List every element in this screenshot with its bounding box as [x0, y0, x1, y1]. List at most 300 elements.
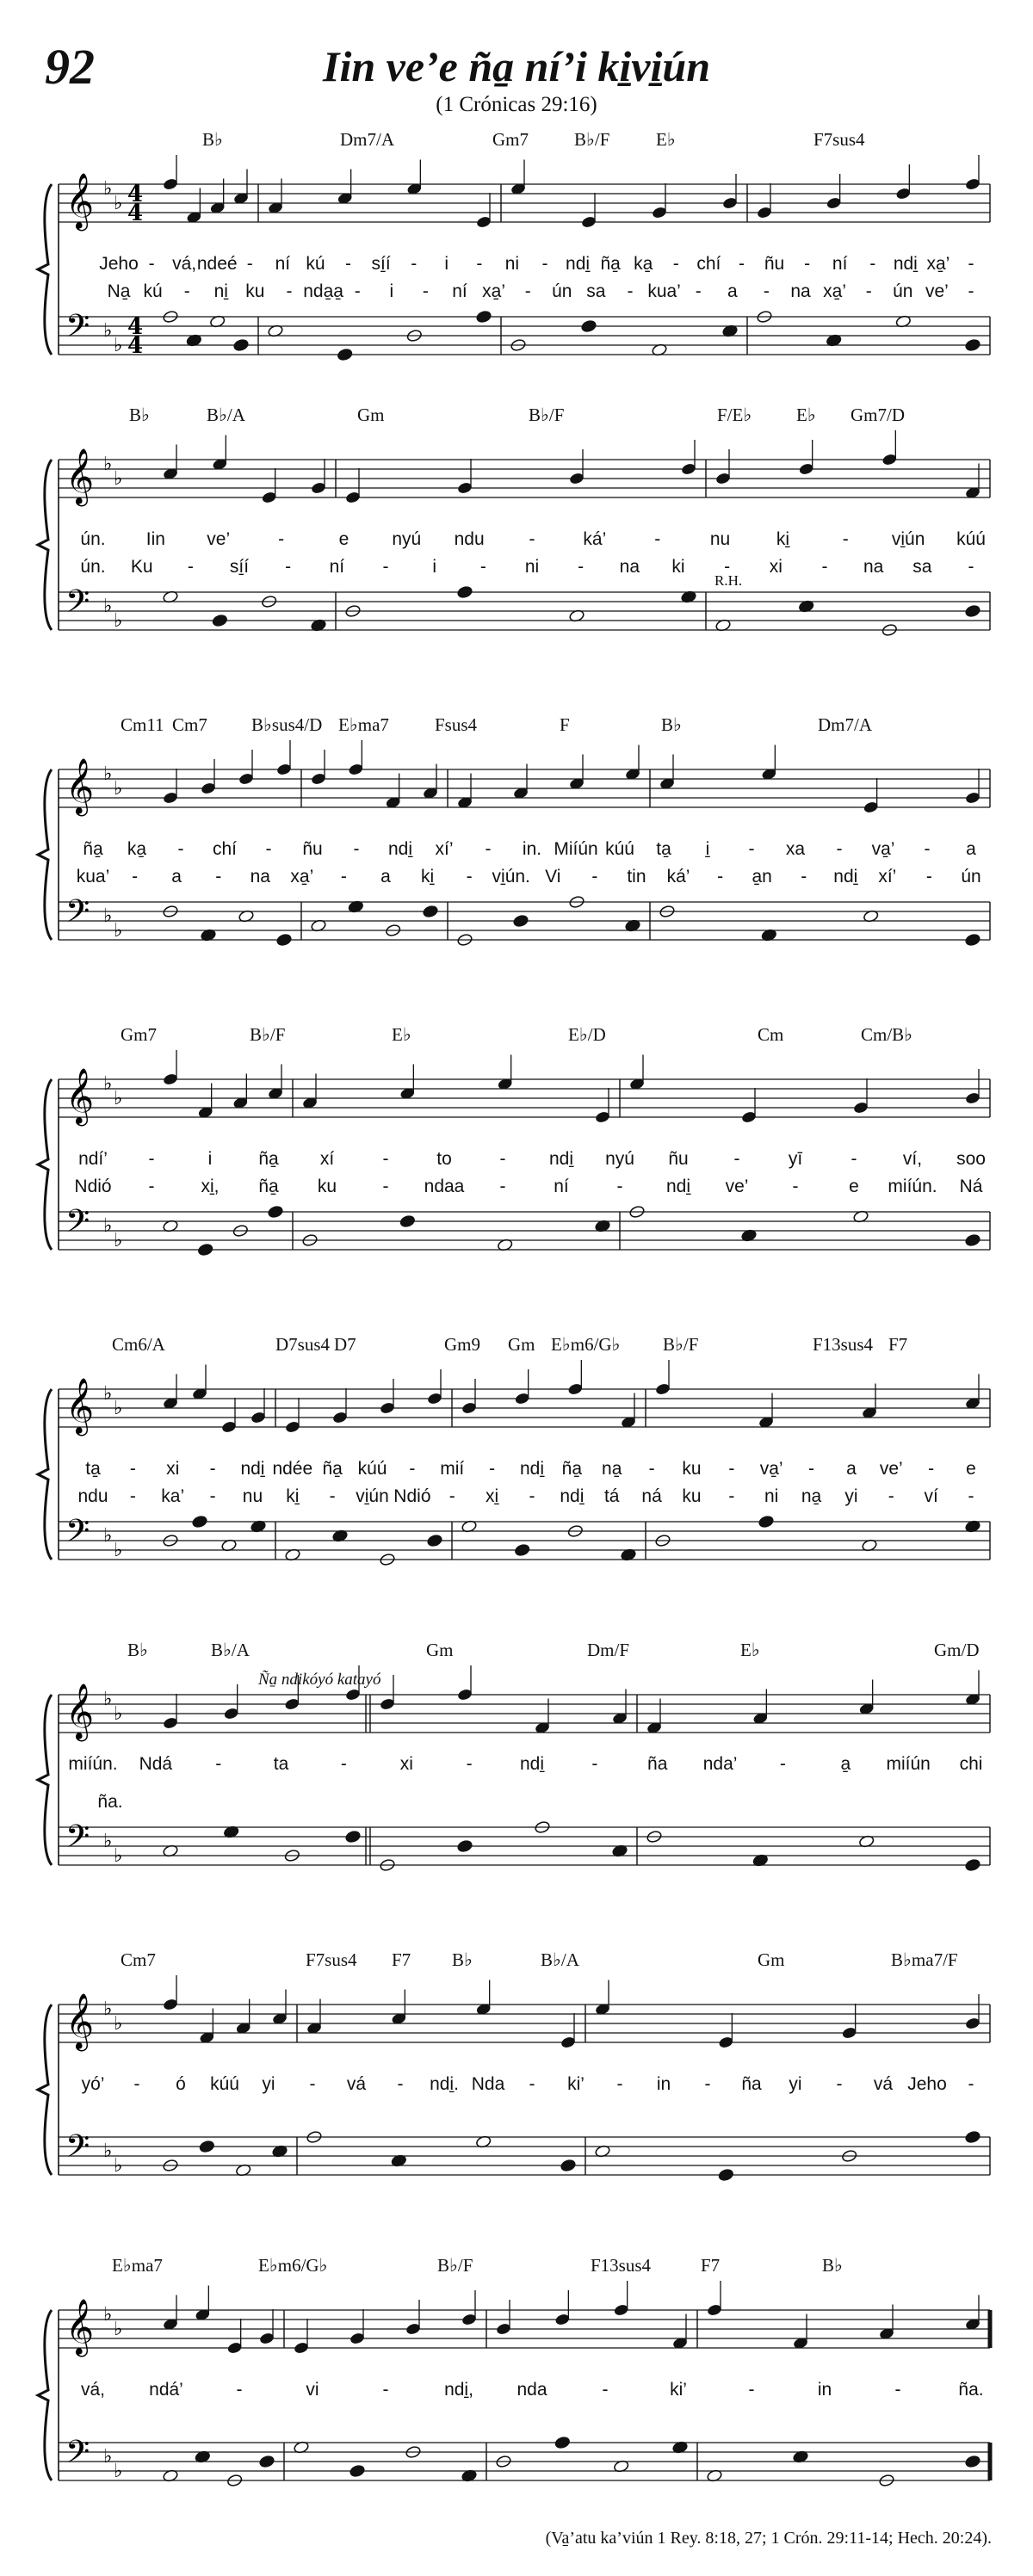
bass-clef-icon: 𝄢: [65, 2128, 90, 2172]
chord-symbol: Gm: [508, 1334, 535, 1355]
lyric-syllable: na: [250, 867, 270, 886]
lyric-syllable: a̱n: [752, 867, 772, 886]
hyphen: -: [717, 867, 724, 886]
hyphen: -: [842, 529, 849, 549]
hyphen: -: [485, 839, 492, 859]
chord-symbol: B♭: [822, 2255, 843, 2276]
chord-symbol: Gm7: [121, 1024, 157, 1045]
lyric-syllable: ndi̱: [893, 254, 918, 274]
lyric-syllable: ña̱: [561, 1459, 583, 1479]
treble-clef-icon: 𝄞: [65, 173, 95, 229]
lyric-syllable: Ndió: [74, 1177, 112, 1196]
lyric-syllable: tá: [603, 1486, 620, 1506]
bass-note-head: [345, 1830, 362, 1844]
hyphen: -: [476, 254, 483, 274]
lyric-syllable: xa̱’: [290, 867, 314, 886]
hyphen: -: [724, 557, 731, 577]
lyric-syllable: ka̱: [127, 839, 147, 859]
hyphen: -: [215, 1754, 222, 1774]
key-flat-icon: ♭: [114, 1398, 123, 1419]
chord-symbols: [0, 1024, 1033, 1050]
lyric-line-1: [0, 254, 1033, 280]
hyphen: -: [968, 281, 974, 301]
footer-references: (Va̱’atu ka’viún 1 Rey. 8:18, 27; 1 Crón. 29:11-14; Hech. 20:24).: [545, 2529, 992, 2548]
lyric-syllable: kú: [306, 254, 325, 274]
hyphen: -: [236, 2380, 243, 2400]
key-flat-icon: ♭: [114, 1230, 123, 1251]
lyric-syllable: ka̱: [634, 254, 653, 274]
chord-symbols: [0, 2255, 1033, 2281]
bass-note-head: [276, 933, 293, 947]
lyric-syllable: yi: [789, 2074, 802, 2094]
lyric-syllable: yó’: [81, 2074, 105, 2094]
chord-symbol: F7: [888, 1334, 908, 1355]
lyric-syllable: vi̱ún: [891, 529, 925, 549]
lyric-syllable: ta̱: [656, 839, 671, 859]
lyric-syllable: na̱: [602, 1459, 622, 1479]
lyric-syllable: nda̱a̱: [303, 281, 343, 301]
key-flat-icon: ♭: [103, 178, 113, 200]
bass-clef-icon: 𝄢: [65, 584, 90, 627]
lyric-syllable: Jeho: [907, 2074, 947, 2094]
hyphen: -: [479, 557, 486, 577]
lyric-syllable: ta̱: [85, 1459, 101, 1479]
lyric-syllable: kúú: [357, 1459, 387, 1479]
lyric-line-2: [0, 557, 1033, 583]
lyric-syllable: nyú: [392, 529, 422, 549]
lyric-syllable: vi: [306, 2380, 319, 2400]
bass-note-head: [965, 2130, 981, 2144]
hyphen: -: [804, 254, 811, 274]
chord-symbols: [0, 1640, 1033, 1665]
lyric-syllable: Ku: [130, 557, 153, 577]
treble-clef-icon: 𝄞: [65, 1993, 95, 2049]
lyric-syllable: xi: [769, 557, 782, 577]
lyric-syllable: ña̱: [258, 1149, 279, 1169]
chord-symbol: Cm11: [121, 714, 164, 735]
lyric-syllable: ta: [273, 1754, 289, 1774]
lyric-syllable: sa: [912, 557, 932, 577]
hyphen: -: [177, 839, 184, 859]
chord-symbol: B♭sus4/D: [251, 714, 323, 735]
key-flat-icon: ♭: [103, 2446, 113, 2468]
hyphen: -: [489, 1459, 496, 1479]
system-2: [0, 405, 1033, 714]
hyphen: -: [968, 1486, 974, 1506]
bass-note-head: [965, 933, 981, 947]
lyric-syllable: ndi̱: [519, 1459, 545, 1479]
chord-symbol: Gm9: [444, 1334, 480, 1355]
chord-symbol: E♭: [796, 405, 816, 425]
lyric-syllable: ndi̱: [548, 1149, 574, 1169]
hyphen: -: [499, 1149, 506, 1169]
chord-symbol: E♭/D: [568, 1024, 606, 1045]
lyric-line-2: [0, 1486, 1033, 1512]
hyphen: -: [209, 1486, 216, 1506]
lyric-syllable: kua’: [647, 281, 681, 301]
key-flat-icon: ♭: [103, 454, 113, 475]
hyphen: -: [865, 281, 872, 301]
key-flat-icon: ♭: [114, 468, 123, 490]
chord-symbol: E♭: [740, 1640, 760, 1660]
hyphen: -: [616, 2074, 623, 2094]
bass-note-head: [399, 1214, 416, 1228]
hyphen: -: [129, 1459, 136, 1479]
lyric-syllable: ve’: [879, 1459, 903, 1479]
lyric-syllable: ní: [275, 254, 291, 274]
hyphen: -: [792, 1177, 799, 1196]
lyric-syllable: vá: [346, 2074, 367, 2094]
lyric-syllable: na̱: [801, 1486, 822, 1506]
key-flat-icon: ♭: [114, 1703, 123, 1725]
lyric-syllable: vi̱ún: [356, 1486, 389, 1506]
hyphen: -: [738, 254, 745, 274]
staff-system-graphic: [0, 1949, 1033, 2259]
lyric-syllable: ña̱: [83, 839, 103, 859]
chord-symbol: Cm7: [172, 714, 207, 735]
system-6: [0, 1640, 1033, 1949]
hymn-title: Iin ve’e ña̱ ní’i ki̱vi̱ún: [322, 42, 711, 90]
bass-clef-icon: 𝄢: [65, 1203, 90, 1247]
scripture-reference: (1 Crónicas 29:16): [436, 93, 597, 116]
lyric-syllable: ún: [961, 867, 981, 886]
hyphen: -: [924, 839, 931, 859]
hyphen: -: [148, 254, 155, 274]
lyric-syllable: ndá’: [149, 2380, 183, 2400]
hyphen: -: [215, 867, 222, 886]
lyric-syllable: ndi̱: [560, 1486, 585, 1506]
lyric-syllable: ún: [893, 281, 913, 301]
key-flat-icon: ♭: [114, 2013, 123, 2035]
bass-note-head: [554, 2436, 571, 2449]
hyphen: -: [148, 1177, 155, 1196]
chord-symbols: [0, 405, 1033, 430]
chord-symbol: Gm/D: [934, 1640, 980, 1660]
hyphen: -: [888, 1486, 894, 1506]
bass-note-head: [965, 1233, 981, 1247]
lyric-syllable: xí’: [878, 867, 897, 886]
lyric-syllable: in: [656, 2074, 671, 2094]
bass-note-head: [457, 585, 473, 599]
key-flat-icon: ♭: [103, 320, 113, 342]
lyric-syllable: sí̱í: [229, 557, 250, 577]
lyric-syllable: yi: [844, 1486, 858, 1506]
lyric-syllable: chi: [959, 1754, 983, 1774]
hyphen: -: [354, 281, 361, 301]
lyric-syllable: ún: [552, 281, 572, 301]
key-flat-icon: ♭: [103, 2140, 113, 2162]
hyphen: -: [529, 2074, 535, 2094]
hyphen: -: [654, 529, 661, 549]
lyric-syllable: ve’: [925, 281, 949, 301]
lyric-syllable: Jeho: [99, 254, 139, 274]
chord-symbol: B♭: [202, 129, 223, 150]
lyric-syllable: ña̱: [258, 1177, 279, 1196]
lyric-syllable: xa̱’: [482, 281, 506, 301]
system-3: [0, 714, 1033, 1024]
lyric-syllable: xi: [166, 1459, 180, 1479]
chord-symbol: E♭: [392, 1024, 411, 1045]
chord-symbol: E♭: [656, 129, 676, 150]
key-flat-icon: ♭: [114, 778, 123, 800]
hyphen: -: [499, 1177, 506, 1196]
lyric-syllable: ndi̱: [833, 867, 858, 886]
lyric-syllable: nu: [242, 1486, 263, 1506]
chord-symbol: B♭/A: [211, 1640, 250, 1660]
hyphen: -: [748, 2380, 755, 2400]
bass-note-head: [199, 2140, 215, 2153]
lyric-syllable: va̱’: [871, 839, 895, 859]
lyric-syllable: kúú: [956, 529, 986, 549]
chord-symbol: B♭/F: [250, 1024, 286, 1045]
chord-symbol: Dm7/A: [818, 714, 872, 735]
lyric-syllable: Iin: [145, 529, 165, 549]
lyric-syllable: ún.: [80, 557, 106, 577]
key-flat-icon: ♭: [103, 1525, 113, 1547]
lyric-syllable: vá,: [80, 2380, 106, 2400]
hyphen: -: [132, 867, 139, 886]
bass-note-head: [965, 1858, 981, 1872]
hyphen: -: [627, 281, 634, 301]
lyric-syllable: ndi̱: [665, 1177, 691, 1196]
lyric-syllable: ki: [671, 557, 685, 577]
chord-symbol: Dm7/A: [340, 129, 394, 150]
lyric-syllable: mií: [440, 1459, 465, 1479]
chord-symbol: Gm7: [492, 129, 529, 150]
hyphen: -: [340, 1754, 347, 1774]
bass-note-head: [423, 905, 439, 918]
bass-note-head: [514, 1543, 530, 1557]
bass-note-head: [233, 338, 250, 352]
lyric-syllable: ña: [741, 2074, 762, 2094]
chord-symbol: B♭: [452, 1949, 473, 1970]
lyric-syllable: nda’: [702, 1754, 738, 1774]
chord-symbol: F7sus4: [306, 1949, 357, 1970]
lyric-syllable: ñu: [668, 1149, 689, 1169]
chord-symbol: Cm/B♭: [861, 1024, 913, 1045]
chord-symbol: Gm: [426, 1640, 454, 1660]
hyphen: -: [578, 557, 585, 577]
hyphen: -: [591, 867, 598, 886]
treble-clef-icon: 𝄞: [65, 758, 95, 814]
lyric-syllable: nda: [516, 2380, 547, 2400]
hyphen: -: [728, 1459, 735, 1479]
time-signature: 4: [127, 333, 144, 359]
bass-note-head: [192, 1515, 208, 1529]
lyric-line-2: [0, 867, 1033, 893]
treble-clef-icon: 𝄞: [65, 1683, 95, 1739]
lyric-syllable: Ndió: [393, 1486, 431, 1506]
lyric-syllable: Vi: [545, 867, 561, 886]
lyric-syllable: xa: [785, 839, 806, 859]
hyphen: -: [602, 2380, 609, 2400]
key-flat-icon: ♭: [103, 905, 113, 927]
system-4: [0, 1024, 1033, 1334]
lyric-syllable: tin: [627, 867, 646, 886]
hyphen: -: [968, 557, 974, 577]
key-flat-icon: ♭: [114, 193, 123, 214]
bass-note-head: [457, 1839, 473, 1853]
lyric-syllable: ndu: [77, 1486, 108, 1506]
hyphen: -: [672, 254, 679, 274]
lyric-syllable: ki’: [670, 2380, 687, 2400]
bass-note-head: [758, 1515, 775, 1529]
key-flat-icon: ♭: [103, 1998, 113, 2020]
lyric-line-2: [0, 1792, 1033, 1818]
lyric-syllable: sí̱í: [371, 254, 391, 274]
lyric-syllable: ndeé: [196, 254, 238, 274]
brace: [38, 1695, 52, 1865]
bass-note-head: [560, 2159, 577, 2172]
chord-symbol: B♭: [661, 714, 682, 735]
bass-note-head: [427, 1534, 443, 1547]
bass-clef-icon: 𝄢: [65, 1513, 90, 1557]
chord-symbol: E♭ma7: [338, 714, 389, 735]
hyphen: -: [821, 557, 828, 577]
lyric-syllable: e: [966, 1459, 976, 1479]
bass-clef-icon: 𝄢: [65, 308, 90, 352]
lyric-syllable: miíún: [886, 1754, 931, 1774]
hyphen: -: [397, 2074, 404, 2094]
hyphen: -: [529, 1486, 535, 1506]
lyric-syllable: xi: [399, 1754, 413, 1774]
lyric-syllable: va̱’: [759, 1459, 783, 1479]
lyric-syllable: xí: [319, 1149, 335, 1169]
lyric-syllable: vá,: [172, 254, 197, 274]
hyphen: -: [345, 254, 352, 274]
lyric-syllable: ñu: [764, 254, 785, 274]
lyric-line-1: [0, 839, 1033, 865]
chord-symbols: [0, 1334, 1033, 1360]
bass-note-head: [965, 2455, 981, 2468]
lyric-syllable: chí: [696, 254, 721, 274]
hyphen: -: [808, 1459, 815, 1479]
lyric-syllable: kú: [143, 281, 163, 301]
lyric-syllable: ni: [504, 254, 520, 274]
lyric-syllable: ní: [452, 281, 467, 301]
chord-symbol: Fsus4: [435, 714, 478, 735]
lyric-syllable: ku: [682, 1459, 702, 1479]
lyric-syllable: i: [432, 557, 436, 577]
lyric-syllable: e: [338, 529, 349, 549]
chord-symbol: B♭/F: [437, 2255, 473, 2276]
lyric-syllable: ní: [554, 1177, 569, 1196]
chord-symbol: F13sus4: [813, 1334, 874, 1355]
lyric-syllable: nu: [709, 529, 731, 549]
right-hand-marking: R.H.: [714, 572, 743, 589]
bass-note-head: [337, 348, 353, 361]
hyphen: -: [148, 1149, 155, 1169]
lyric-syllable: sa: [586, 281, 606, 301]
hyphen: -: [704, 2074, 711, 2094]
lyric-syllable: ví,: [902, 1149, 923, 1169]
lyric-syllable: ndí’: [78, 1149, 108, 1169]
lyric-syllable: a: [380, 867, 391, 886]
hyphen: -: [733, 1149, 740, 1169]
hyphen: -: [968, 254, 974, 274]
lyric-syllable: ndi̱: [240, 1459, 265, 1479]
key-flat-icon: ♭: [103, 763, 113, 785]
bass-note-head: [212, 614, 228, 627]
lyric-line-1: [0, 1754, 1033, 1780]
chord-symbol: D7sus4: [275, 1334, 331, 1355]
lyric-syllable: in: [817, 2380, 832, 2400]
lyric-syllable: ní: [329, 557, 345, 577]
lyric-syllable: ve’: [725, 1177, 749, 1196]
lyric-line-1: [0, 529, 1033, 555]
lyric-syllable: yī: [788, 1149, 803, 1169]
hyphen: -: [133, 2074, 140, 2094]
hyphen: -: [591, 1754, 598, 1774]
lyric-syllable: e: [849, 1177, 859, 1196]
hyphen: -: [183, 281, 190, 301]
lyric-syllable: ki̱: [776, 529, 790, 549]
bass-clef-icon: 𝄢: [65, 893, 90, 937]
bass-note-head: [965, 338, 981, 352]
lyric-line-1: [0, 2380, 1033, 2406]
key-flat-icon: ♭: [103, 1215, 113, 1237]
hyphen: -: [353, 839, 360, 859]
lyric-syllable: ku: [682, 1486, 702, 1506]
hyphen: -: [286, 281, 293, 301]
lyric-syllable: ña̱: [322, 1459, 343, 1479]
hyphen: -: [340, 867, 347, 886]
lyric-syllable: a: [171, 867, 182, 886]
chord-symbol: B♭/F: [574, 129, 610, 150]
lyric-syllable: xa̱’: [926, 254, 950, 274]
key-flat-icon: ♭: [114, 1845, 123, 1867]
key-flat-icon: ♭: [114, 1088, 123, 1109]
bass-note-head: [476, 310, 492, 324]
hyphen: -: [466, 867, 473, 886]
hyphen: -: [187, 557, 194, 577]
hyphen: -: [728, 1486, 735, 1506]
bass-note-head: [268, 1205, 284, 1219]
staff-system-graphic: [0, 2255, 1033, 2565]
bass-note-head: [965, 604, 981, 618]
hyphen: -: [968, 2074, 974, 2094]
lyric-syllable: ña: [647, 1754, 668, 1774]
lyric-syllable: ndi̱: [387, 839, 413, 859]
key-flat-icon: ♭: [103, 1073, 113, 1095]
system-7: [0, 1949, 1033, 2259]
hyphen: -: [869, 254, 876, 274]
hyphen: -: [382, 1149, 389, 1169]
lyric-syllable: i: [207, 1149, 213, 1169]
chord-symbol: E♭m6/G♭: [258, 2255, 328, 2276]
lyric-syllable: ní: [832, 254, 848, 274]
chord-symbol: Cm: [758, 1024, 784, 1045]
hyphen: -: [466, 1754, 473, 1774]
hyphen: -: [409, 1459, 416, 1479]
hyphen: -: [285, 557, 292, 577]
hyphen: -: [422, 281, 429, 301]
key-flat-icon: ♭: [114, 335, 123, 356]
bass-note-head: [581, 319, 597, 333]
key-flat-icon: ♭: [103, 2304, 113, 2326]
hyphen: -: [851, 1149, 857, 1169]
time-signature: 4: [127, 182, 144, 207]
chord-symbol: Cm6/A: [112, 1334, 165, 1355]
hyphen: -: [278, 529, 285, 549]
lyric-syllable: ku: [317, 1177, 337, 1196]
hyphen: -: [836, 839, 843, 859]
system-5: [0, 1334, 1033, 1644]
chord-symbol: F7: [701, 2255, 721, 2276]
lyric-line-1: [0, 1459, 1033, 1485]
chord-symbol: Gm7/D: [851, 405, 905, 425]
lyric-syllable: xí’: [435, 839, 454, 859]
